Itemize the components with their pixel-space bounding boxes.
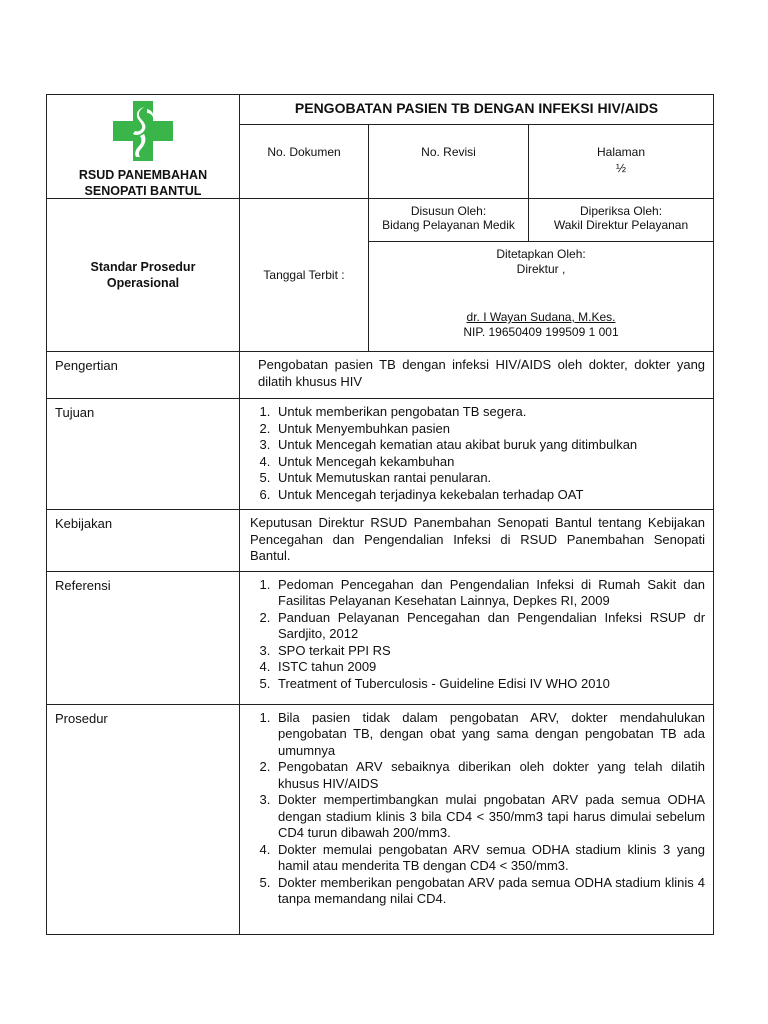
sop-table bbox=[46, 94, 714, 935]
document-title: PENGOBATAN PASIEN TB DENGAN INFEKSI HIV/AIDS bbox=[240, 95, 714, 125]
list-item: 2. Panduan Pelayanan Pencegahan dan Pengendalian Infeksi RSUP dr Sardjito, 2012 bbox=[274, 610, 705, 643]
halaman-value: ½ bbox=[616, 160, 627, 175]
diperiksa-cell bbox=[529, 199, 714, 242]
halaman-label: Halaman bbox=[597, 144, 646, 159]
list-item: 1. Untuk memberikan pengobatan TB segera. bbox=[274, 404, 705, 421]
list-item: 2. Untuk Menyembuhkan pasien bbox=[274, 421, 705, 438]
pengertian-label: Pengertian bbox=[47, 352, 240, 399]
list-item: 3. Dokter mempertimbangkan mulai pngobatan ARV pada semua ODHA dengan stadium klinis 3 bila CD4 < 350/mm3 tapi harus dimulai sebelum CD4 turun dibawah 200/mm3. bbox=[274, 792, 705, 842]
ditetapkan-role: Direktur , bbox=[516, 262, 566, 276]
signer-name: dr. I Wayan Sudana, M.Kes. bbox=[466, 310, 616, 324]
hospital-cross-logo-icon bbox=[111, 101, 175, 161]
diperiksa-value: Wakil Direktur Pelayanan bbox=[553, 218, 689, 232]
list-item: 4. ISTC tahun 2009 bbox=[274, 659, 705, 676]
list-item: 1. Bila pasien tidak dalam pengobatan ARV, dokter mendahulukan pengobatan TB, dengan obat yang sama dengan pengobatan TB ada umumnya bbox=[274, 710, 705, 760]
prosedur-label: Prosedur bbox=[47, 704, 240, 934]
list-item: 6. Untuk Mencegah terjadinya kekebalan terhadap OAT bbox=[274, 487, 705, 504]
halaman-cell bbox=[529, 124, 714, 198]
sop-label bbox=[47, 199, 240, 352]
list-item: 2. Pengobatan ARV sebaiknya diberikan oleh dokter yang telah dilatih khusus HIV/AIDS bbox=[274, 759, 705, 792]
no-dokumen-label: No. Dokumen bbox=[240, 124, 369, 198]
ditetapkan-cell bbox=[369, 242, 714, 352]
disusun-value: Bidang Pelayanan Medik bbox=[382, 218, 515, 232]
tanggal-terbit-label: Tanggal Terbit : bbox=[240, 199, 369, 352]
disusun-cell bbox=[369, 199, 529, 242]
prosedur-body bbox=[240, 704, 714, 934]
referensi-label: Referensi bbox=[47, 571, 240, 704]
referensi-list bbox=[250, 577, 705, 693]
signer-nip: NIP. 19650409 199509 1 001 bbox=[463, 325, 619, 339]
list-item: 5. Dokter memberikan pengobatan ARV pada semua ODHA stadium klinis 4 tanpa memandang nilai CD4. bbox=[274, 875, 705, 908]
tujuan-body bbox=[240, 399, 714, 510]
list-item: 4. Dokter memulai pengobatan ARV semua ODHA stadium klinis 3 yang hamil atau menderita TB dengan CD4 < 350/mm3. bbox=[274, 842, 705, 875]
list-item: 3. SPO terkait PPI RS bbox=[274, 643, 705, 660]
sop-label-line1: Standar Prosedur bbox=[90, 260, 196, 274]
kebijakan-label: Kebijakan bbox=[47, 510, 240, 572]
sop-label-line2: Operasional bbox=[106, 276, 180, 290]
tujuan-label: Tujuan bbox=[47, 399, 240, 510]
disusun-label: Disusun Oleh: bbox=[410, 204, 487, 218]
sop-document bbox=[46, 94, 713, 935]
ditetapkan-label: Ditetapkan Oleh: bbox=[496, 247, 586, 261]
list-item: 4. Untuk Mencegah kekambuhan bbox=[274, 454, 705, 471]
pengertian-text: Pengobatan pasien TB dengan infeksi HIV/AIDS oleh dokter, dokter yang dilatih khusus HIV bbox=[240, 352, 714, 399]
list-item: 1. Pedoman Pencegahan dan Pengendalian Infeksi di Rumah Sakit dan Fasilitas Pelayanan Kesehatan Lainnya, Depkes RI, 2009 bbox=[274, 577, 705, 610]
list-item: 3. Untuk Mencegah kematian atau akibat buruk yang ditimbulkan bbox=[274, 437, 705, 454]
list-item: 5. Untuk Memutuskan rantai penularan. bbox=[274, 470, 705, 487]
org-name-line2: SENOPATI BANTUL bbox=[84, 184, 202, 198]
tujuan-list bbox=[250, 404, 705, 503]
kebijakan-text: Keputusan Direktur RSUD Panembahan Senopati Bantul tentang Kebijakan Pencegahan dan Pengendalian Infeksi di RSUD Panembahan Senopati Bantul. bbox=[240, 510, 714, 572]
referensi-body bbox=[240, 571, 714, 704]
logo-cell bbox=[47, 95, 240, 199]
org-name-line1: RSUD PANEMBAHAN bbox=[78, 168, 208, 182]
prosedur-list bbox=[250, 710, 705, 908]
list-item: 5. Treatment of Tuberculosis - Guideline Edisi IV WHO 2010 bbox=[274, 676, 705, 693]
diperiksa-label: Diperiksa Oleh: bbox=[580, 204, 663, 218]
no-revisi-label: No. Revisi bbox=[369, 124, 529, 198]
